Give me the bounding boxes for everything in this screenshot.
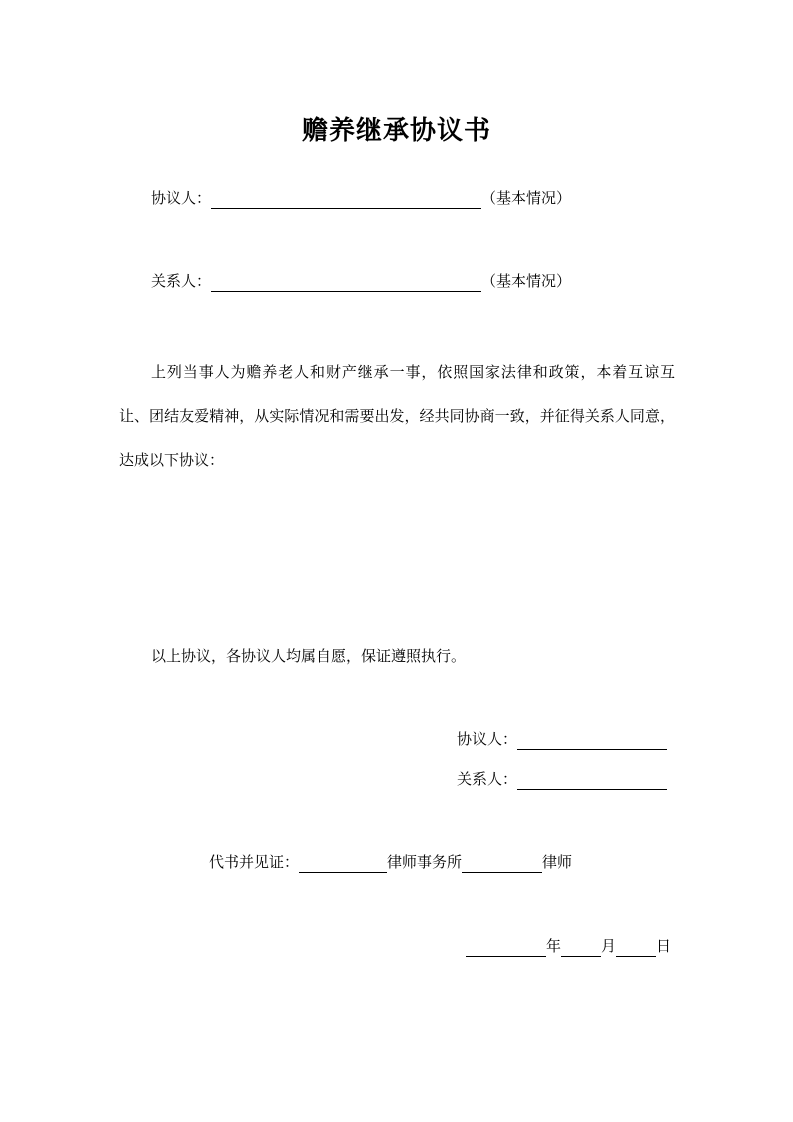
sign-party-label: 协议人： bbox=[457, 730, 518, 748]
witness-label: 代书并见证： bbox=[209, 853, 300, 871]
day-label: 日 bbox=[656, 937, 672, 955]
sign-relation-blank[interactable] bbox=[517, 771, 667, 790]
party-note: （基本情况） bbox=[481, 189, 572, 207]
lawyer-blank[interactable] bbox=[462, 854, 542, 873]
law-firm-blank[interactable] bbox=[299, 854, 387, 873]
witness-row bbox=[209, 851, 572, 873]
day-blank[interactable] bbox=[616, 938, 656, 957]
party-label: 协议人： bbox=[151, 189, 212, 207]
year-label: 年 bbox=[546, 937, 562, 955]
sign-party-row bbox=[457, 728, 667, 750]
relation-row bbox=[151, 270, 571, 292]
relation-label: 关系人： bbox=[151, 272, 212, 290]
party-row bbox=[151, 187, 571, 209]
month-blank[interactable] bbox=[561, 938, 601, 957]
relation-note: （基本情况） bbox=[481, 272, 572, 290]
closing-statement: 以上协议，各协议人均属自愿，保证遵照执行。 bbox=[151, 647, 467, 665]
body-paragraph: 上列当事人为赡养老人和财产继承一事，依照国家法律和政策，本着互谅互让、团结友爱精神，从实际情况和需要出发，经共同协商一致，并征得关系人同意，达成以下协议： bbox=[119, 363, 675, 469]
sign-relation-label: 关系人： bbox=[457, 770, 518, 788]
party-blank[interactable] bbox=[211, 190, 481, 209]
year-blank[interactable] bbox=[466, 938, 546, 957]
document-title: 赡养继承协议书 bbox=[301, 116, 491, 146]
sign-party-blank[interactable] bbox=[517, 731, 667, 750]
law-firm-label: 律师事务所 bbox=[387, 853, 463, 871]
lawyer-label: 律师 bbox=[542, 853, 573, 871]
month-label: 月 bbox=[601, 937, 617, 955]
sign-relation-row bbox=[457, 768, 667, 790]
relation-blank[interactable] bbox=[211, 273, 481, 292]
date-row bbox=[466, 935, 671, 957]
